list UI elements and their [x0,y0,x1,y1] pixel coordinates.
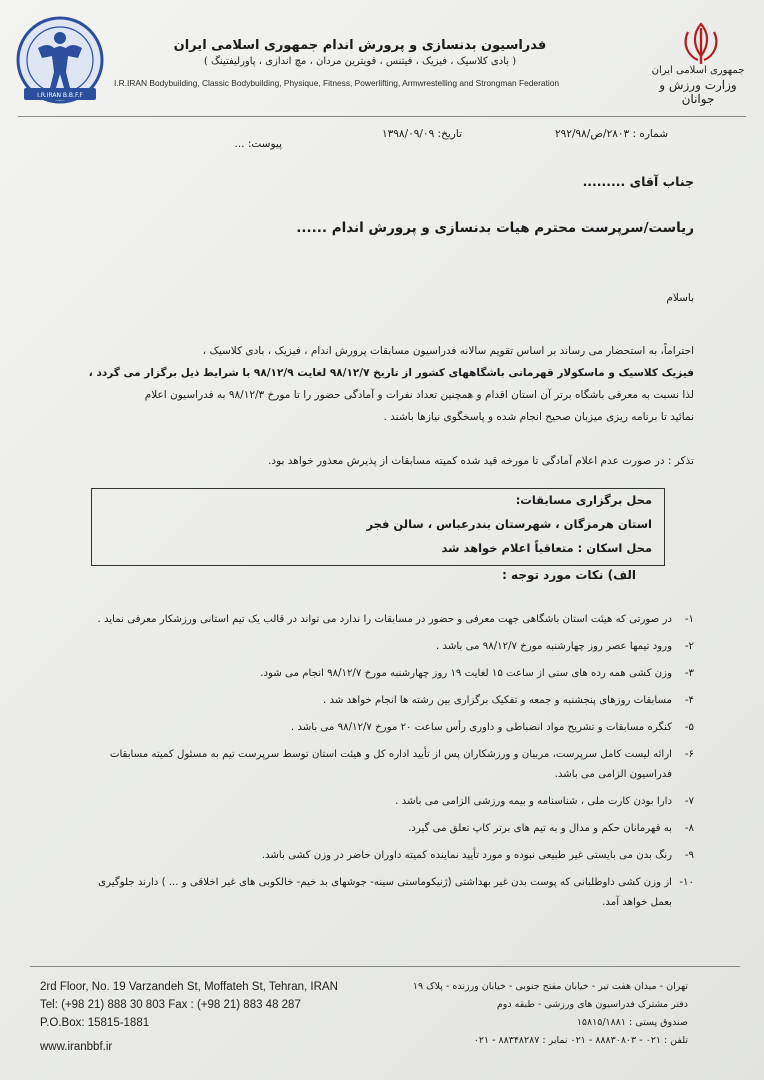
points-list [94,610,694,920]
venue-accommodation: محل اسکان : متعاقباً اعلام خواهد شد [441,541,652,555]
item-text: رنگ بدن می بایستی غیر طبیعی نبوده و مورد تأیید نماینده کمیته داوران حاضر در وزن کشی باشد. [261,850,672,861]
footer-en-line: P.O.Box: 15815-1881 [40,1017,150,1029]
item-text: در صورتی که هیئت استان باشگاهی جهت معرفی و حضور در مسابقات را ندارد می تواند در قالب یک تیم استانی ورزشکار معرفی نماید . [97,614,672,625]
footer-address-en [40,978,338,1056]
list-item [94,718,694,738]
list-item [94,846,694,866]
item-text: از وزن کشی داوطلبانی که پوست بدن غیر بهداشتی (ژنیکوماستی سینه- جوشهای بد خیم- خالکوبی های غیر اخلاقی و ... ) دارند جلوگیری بعمل خواهد آمد. [98,877,672,908]
item-number: ۸- [684,823,694,834]
footer-fa-line: تهران - میدان هفت تیر - خیابان مفتح جنوبی - خیابان ورزنده - پلاک ۱۹ [412,981,688,992]
footer-fa-line: صندوق پستی : ۱۵۸۱۵/۱۸۸۱ [576,1017,688,1028]
footer-website: www.iranbbf.ir [40,1041,113,1053]
letter-attachment: پیوست: ... [234,138,282,150]
federation-disciplines-fa: ( بادی کلاسیک ، فیزیک ، فیتنس ، قویترین مردان ، مچ اندازی ، پاورلیفتینگ ) [203,56,517,67]
logo-text: I.R.IRAN B.B.F.F [37,92,83,99]
venue-box [91,488,665,566]
item-text: دارا بودن کارت ملی ، شناسنامه و بیمه ورزشی الزامی می باشد . [395,796,672,807]
header-divider [18,116,746,117]
body-line: احتراماً، به استحضار می رساند بر اساس تقویم سالانه فدراسیون مسابقات پرورش اندام ، فیزیک ، بادی کلاسیک ، [202,345,694,357]
ministry-name [648,64,748,106]
points-heading: الف) نکات مورد توجه : [502,568,636,582]
list-item [94,691,694,711]
footer-address-fa [413,978,688,1050]
greeting: باسلام [666,292,694,304]
item-text: به قهرمانان حکم و مدال و به تیم های برتر کاپ تعلق می گیرد. [408,823,672,834]
item-number: ۶- [684,749,694,760]
item-number: ۴- [684,695,694,706]
recipient: جناب آقای ......... [582,174,694,189]
list-item [94,637,694,657]
list-item [94,664,694,684]
footer-en-line: 2rd Floor, No. 19 Varzandeh St, Moffateh St, Tehran, IRAN [40,981,338,993]
item-number: ۲- [684,641,694,652]
letter-number: شماره : ۲۸۰۳/ص/۲۹۲/۹۸ [555,128,668,140]
item-number: ۱- [684,614,694,625]
item-number: ۳- [684,668,694,679]
list-item [94,873,694,913]
item-text: ارائه لیست کامل سرپرست، مربیان و ورزشکاران پس از تأیید اداره کل و هیئت استان توسط سرپرست تیم به مسئول کمیته مسابقات فدراسیون الزامی می باشد. [109,749,672,780]
footer-fa-line: دفتر مشترک فدراسیون های ورزشی - طبقه دوم [496,999,688,1010]
state-emblem-icon [680,22,722,66]
deadline-note: تذکر : در صورت عدم اعلام آمادگی تا مورخه قید شده کمیته مسابقات از پذیرش معذور خواهد بود. [268,455,694,467]
venue-location: استان هرمزگان ، شهرستان بندرعباس ، سالن فجر [366,517,652,531]
federation-name-en: I.R.IRAN Bodybuilding, Classic Bodybuilding, Physique, Fitness, Powerlifting, Armwrestelling and Strongman Federation [114,78,560,88]
item-number: ۷- [684,796,694,807]
item-text: ورود تیمها عصر روز چهارشنبه مورخ ۹۸/۱۲/۷ می باشد . [436,641,672,652]
footer-en-line: Tel: (+98 21) 888 30 803 Fax : (+98 21) 883 48 287 [40,999,301,1011]
body-line: فیزیک کلاسیک و ماسکولار قهرمانی باشگاههای کشور از تاریخ ۹۸/۱۲/۷ لغایت ۹۸/۱۲/۹ با شرایط ذیل برگزار می گردد ، [88,367,694,379]
letter-body [34,340,694,428]
federation-name-fa: فدراسیون بدنسازی و پرورش اندام جمهوری اسلامی ایران [173,38,547,53]
item-text: کنگره مسابقات و تشریح مواد انضباطی و داوری رأس ساعت ۲۰ مورخ ۹۸/۱۲/۷ می باشد . [290,722,672,733]
item-text: وزن کشی همه رده های سنی از ساعت ۱۵ لغایت ۱۹ روز چهارشنبه مورخ ۹۸/۱۲/۷ انجام می شود. [260,668,672,679]
list-item [94,792,694,812]
item-number: ۱۰- [679,877,694,888]
ministry-line-2: وزارت ورزش و جوانان [659,78,737,106]
body-line: لذا نسبت به معرفی باشگاه برتر آن استان اقدام و همچنین تعداد نفرات و آمادگی حضور را تا مورخ ۹۸/۱۲/۳ به فدراسیون اعلام [144,389,694,401]
item-text: مسابقات روزهای پنجشنبه و جمعه و تفکیک برگزاری بین رشته ها انجام خواهد شد . [323,695,672,706]
list-item [94,819,694,839]
ministry-line-1: جمهوری اسلامی ایران [651,65,745,76]
footer-divider [30,966,740,967]
item-number: ۵- [684,722,694,733]
body-line: نمائید تا برنامه ریزی میزبان صحیح انجام شده و پاسخگوی نیازها باشند . [383,411,694,423]
list-item [94,610,694,630]
list-item [94,745,694,785]
footer-fa-line: تلفن : ۰۲۱ - ۸۸۸۳۰۸۰۳ - ۰۲۱ نمابر : ۸۸۳۴۸۲۸۷ - ۰۲۱ [473,1035,688,1046]
letter-title: ریاست/سرپرست محترم هیات بدنسازی و پرورش اندام ...... [296,220,694,236]
item-number: ۹- [684,850,694,861]
federation-logo-icon [14,14,106,110]
letter-date: تاریخ: ۱۳۹۸/۰۹/۰۹ [382,128,462,140]
venue-heading: محل برگزاری مسابقات: [515,493,652,507]
